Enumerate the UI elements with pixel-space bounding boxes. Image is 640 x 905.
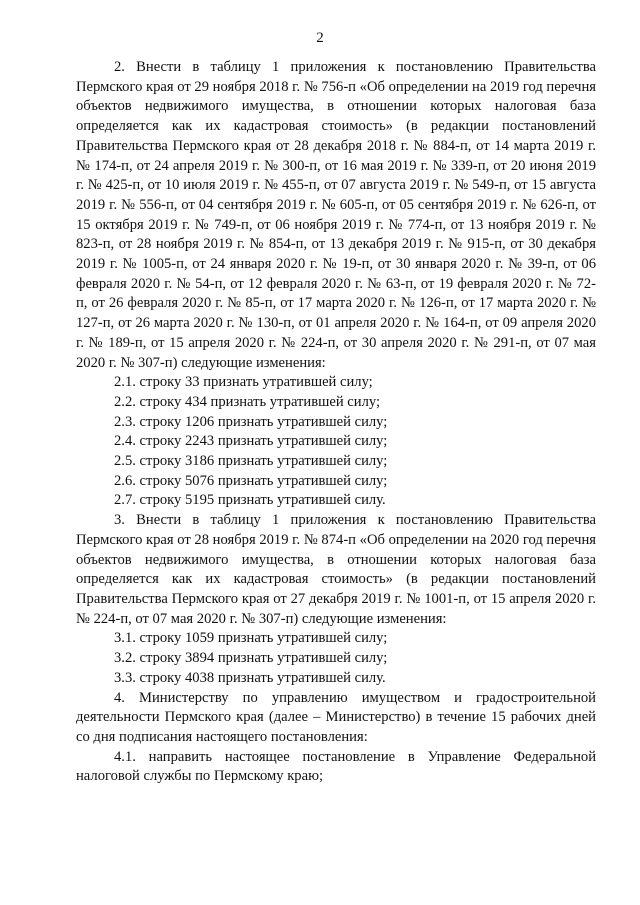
- list-item: 2.4. строку 2243 признать утратившей силу;: [114, 433, 388, 450]
- document-body: [76, 58, 596, 787]
- list-item: 2.2. строку 434 признать утратившей силу;: [114, 393, 381, 410]
- paragraph-3: 3. Внести в таблицу 1 приложения к постановлению Правительства Пермского края от 28 ноября 2019 г. № 874-п «Об определении на 2020 год перечня объектов недвижимого имущества, в отношении которых налоговая база определяется как их кадастровая стоимость» (в редакции постановлений Правительства Пермского края от 27 декабря 2019 г. № 1001-п, от 15 апреля 2020 г. № 224-п, от 07 мая 2020 г. № 307-п) следующие изменения:: [76, 512, 596, 627]
- page-number: 2: [316, 30, 324, 46]
- paragraph-4-1: 4.1. направить настоящее постановление в Управление Федеральной налоговой службы по Пермскому краю;: [76, 748, 596, 785]
- list-item: 3.2. строку 3894 признать утратившей силу;: [114, 650, 388, 667]
- list-item: 2.3. строку 1206 признать утратившей силу;: [114, 413, 388, 430]
- list-item: 3.1. строку 1059 признать утратившей силу;: [114, 630, 388, 647]
- list-item: 2.6. строку 5076 признать утратившей силу;: [114, 472, 388, 489]
- list-item: 2.7. строку 5195 признать утратившей силу.: [114, 492, 386, 509]
- list-item: 3.3. строку 4038 признать утратившей силу.: [114, 669, 386, 686]
- paragraph-2: 2. Внести в таблицу 1 приложения к постановлению Правительства Пермского края от 29 ноября 2018 г. № 756-п «Об определении на 2019 год перечня объектов недвижимого имущества, в отношении которых налоговая база определяется как их кадастровая стоимость» (в редакции постановлений Правительства Пермского края от 28 декабря 2018 г. № 884-п, от 14 марта 2019 г. № 174-п, от 24 апреля 2019 г. № 300-п, от 16 мая 2019 г. № 339-п, от 20 июня 2019 г. № 425-п, от 10 июля 2019 г. № 455-п, от 07 августа 2019 г. № 549-п, от 15 августа 2019 г. № 556-п, от 04 сентября 2019 г. № 605-п, от 05 сентября 2019 г. № 626-п, от 15 октября 2019 г. № 749-п, от 06 ноября 2019 г. № 774-п, от 13 ноября 2019 г. № 823-п, от 28 ноября 2019 г. № 854-п, от 13 декабря 2019 г. № 915-п, от 30 декабря 2019 г. № 1005-п, от 24 января 2020 г. № 19-п, от 30 января 2020 г. № 39-п, от 06 февраля 2020 г. № 54-п, от 12 февраля 2020 г. № 63-п, от 19 февраля 2020 г. № 72-п, от 26 февраля 2020 г. № 85-п, от 17 марта 2020 г. № 126-п, от 17 марта 2020 г. № 127-п, от 26 марта 2020 г. № 130-п, от 01 апреля 2020 г. № 164-п, от 09 апреля 2020 г. № 189-п, от 15 апреля 2020 г. № 224-п, от 30 апреля 2020 г. № 291-п, от 07 мая 2020 г. № 307-п) следующие изменения:: [76, 59, 596, 371]
- list-item: 2.1. строку 33 признать утратившей силу;: [114, 374, 373, 391]
- list-item: 2.5. строку 3186 признать утратившей силу;: [114, 453, 388, 470]
- paragraph-4: 4. Министерству по управлению имуществом и градостроительной деятельности Пермского края (далее – Министерство) в течение 15 рабочих дней со дня подписания настоящего постановления:: [76, 689, 596, 745]
